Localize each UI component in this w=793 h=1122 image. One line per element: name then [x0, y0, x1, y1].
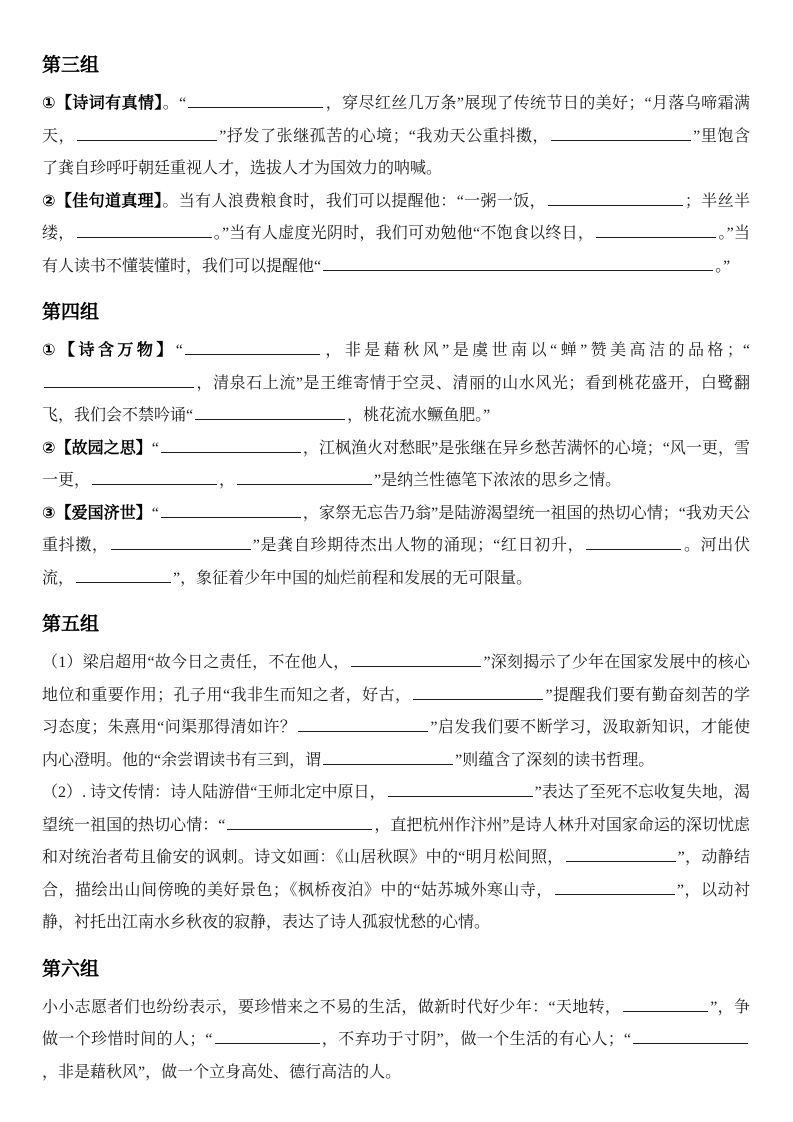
section-heading: 第三组 [42, 55, 100, 76]
blank-fill-in-line [551, 126, 691, 141]
paragraph [42, 88, 750, 186]
blank-fill-in-line [76, 568, 171, 583]
text-run-bold: ①【诗含万物】 [42, 342, 176, 359]
text-run: ，家祭无忘告乃翁”是陆游渴望统一祖国的热切心情；“我劝天公重抖擞， [42, 504, 750, 554]
text-run-bold: ①【诗词有真情】 [42, 95, 163, 112]
text-run: ；半丝半缕， [42, 192, 750, 242]
text-run: ，穿尽红丝几万条”展现了传统节日的美好；“月落乌啼霜满天， [42, 95, 750, 145]
text-run: ”抒发了张继孤苦的心境；“我劝天公重抖擞， [219, 127, 550, 145]
blank-fill-in-line [298, 717, 428, 732]
text-run: ”，象征着少年中国的灿烂前程和发展的无可限量。 [173, 569, 533, 587]
text-run: 。“ [162, 95, 187, 112]
text-run: ”深刻揭示了少年在国家发展中的核心地位和重要作用；孔子用“我非生而知之者，好古， [42, 654, 750, 704]
blank-fill-in-line [566, 847, 676, 862]
text-run: （1）梁启超用“故今日之责任，不在他人， [42, 654, 350, 671]
paragraph [42, 777, 750, 940]
blank-fill-in-line [413, 685, 543, 700]
paragraph [42, 498, 750, 596]
paragraph [42, 186, 750, 284]
blank-fill-in-line [323, 256, 713, 271]
text-run: “ [175, 342, 183, 359]
blank-fill-in-line [188, 93, 323, 108]
text-run: ”启发我们要不断学习，汲取新知识，才能使内心澄明。他的“余尝谓读书有三到，谓 [42, 719, 750, 769]
text-run: ”里饱含了龚自珍呼吁朝廷重视人才，选拔人才为国效力的呐喊。 [42, 127, 750, 177]
blank-fill-in-line [195, 405, 345, 420]
text-run: 。”当有人读书不懂装懂时，我们可以提醒他“ [42, 225, 750, 275]
blank-fill-in-line [596, 223, 716, 238]
text-run: ，非是藉秋风”，做一个立身高处、德行高洁的人。 [42, 1063, 402, 1081]
paragraph [42, 647, 750, 777]
text-run: ，江枫渔火对愁眠”是张继在异乡愁苦满怀的心境；“风一更，雪一更， [42, 439, 750, 489]
text-run: ”表达了至死不忘收复失地，渴望统一祖国的热切心情：“ [42, 784, 750, 834]
blank-fill-in-line [77, 126, 217, 141]
text-run: ”是纳兰性德笔下浓浓的思乡之情。 [374, 472, 622, 489]
blank-fill-in-line [237, 470, 372, 485]
blank-fill-in-line [215, 1029, 320, 1044]
text-run: （2）. 诗文传情：诗人陆游借“王师北定中原日， [42, 784, 386, 801]
blank-fill-in-line [633, 1029, 748, 1044]
text-run: ”，动静结合，描绘出山间傍晚的美好景色；《枫桥夜泊》中的“姑苏城外寒山寺， [42, 849, 751, 899]
text-run: 。当有人浪费粮食时，我们可以提醒他：“一粥一饭， [162, 192, 546, 210]
text-run: “ [151, 504, 159, 522]
text-run: ”则蕴含了深刻的读书哲理。 [455, 751, 655, 769]
paragraph [42, 433, 750, 498]
text-run: 。河出伏流， [42, 537, 750, 587]
blank-fill-in-line [623, 997, 708, 1012]
text-run: ，桃花流水鳜鱼肥。” [347, 407, 491, 424]
blank-fill-in-line [161, 503, 301, 518]
section-heading: 第五组 [42, 614, 100, 635]
blank-fill-in-line [185, 340, 320, 355]
text-run: 。” [715, 257, 731, 275]
text-run: ”是龚自珍期待杰出人物的涌现；“红日初升， [252, 537, 585, 554]
text-run-bold: ③【爱国济世】 [42, 504, 152, 522]
text-run: ，直把杭州作汴州”是诗人林升对国家命运的深切忧虑和对统治者苟且偷安的讽刺。诗文如画：《山居秋暝》中的“明月松间照， [42, 816, 750, 866]
text-run: ”，争做一个珍惜时间的人；“ [42, 998, 750, 1048]
blank-fill-in-line [92, 470, 217, 485]
text-run: “ [151, 439, 159, 457]
blank-fill-in-line [586, 535, 681, 550]
blank-fill-in-line [555, 880, 675, 895]
paragraph [42, 335, 750, 433]
text-run: ， [219, 472, 236, 489]
blank-fill-in-line [44, 373, 194, 388]
blank-fill-in-line [227, 815, 372, 830]
section-heading: 第六组 [42, 958, 100, 980]
text-run: 小小志愿者们也纷纷表示，要珍惜来之不易的生活，做新时代好少年：“天地转， [42, 998, 622, 1016]
blank-fill-in-line [323, 750, 453, 765]
text-run-bold: ②【故园之思】 [42, 439, 152, 457]
text-run: ”，以动衬静，衬托出江南水乡秋夜的寂静，表达了诗人孤寂忧愁的心情。 [42, 881, 750, 931]
paragraph [42, 992, 750, 1090]
blank-fill-in-line [351, 652, 481, 667]
text-run-bold: ②【佳句道真理】 [42, 192, 163, 210]
blank-fill-in-line [388, 782, 533, 797]
blank-fill-in-line [161, 438, 301, 453]
text-run: 。”当有人虚度光阴时，我们可劝勉他“不饱食以终日， [213, 225, 595, 242]
text-run: ”提醒我们要有勤奋刻苦的学习态度；朱熹用“问渠那得清如许？ [42, 686, 750, 736]
text-run: ，清泉石上流”是王维寄情于空灵、清丽的山水风光；看到桃花盛开，白鹭翻飞，我们会不禁吟诵“ [42, 374, 750, 424]
section-heading: 第四组 [42, 302, 100, 323]
blank-fill-in-line [111, 535, 251, 550]
blank-fill-in-line [77, 223, 212, 238]
text-run: ，不弃功于寸阴”，做一个生活的有心人；“ [321, 1031, 631, 1048]
blank-fill-in-line [548, 191, 683, 206]
text-run: ，非是藉秋风”是虞世南以“蝉”赞美高洁的品格；“ [321, 342, 750, 359]
